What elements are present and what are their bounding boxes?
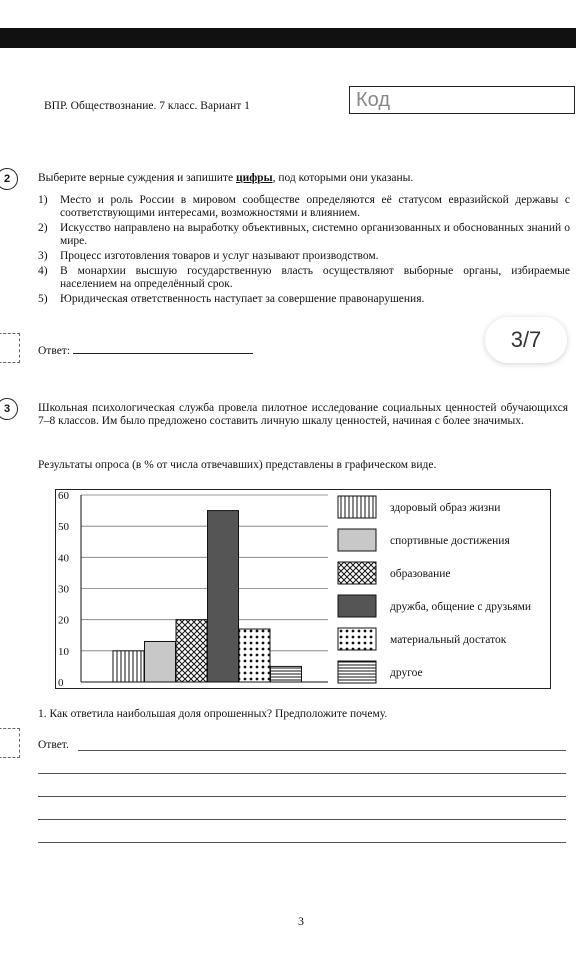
task3-answer: [38, 739, 69, 751]
legend-label-3: образование: [390, 568, 451, 580]
legend-label-2: спортивные достижения: [390, 535, 510, 547]
page-indicator-badge: 3/7: [485, 317, 567, 363]
code-field[interactable]: Код: [349, 86, 575, 114]
claim-item: [38, 250, 570, 263]
bar-chart: [56, 490, 552, 690]
claim-item: [38, 293, 570, 306]
chart-caption: Результаты опроса (в % от числа отвечавших) представлены в графическом виде.: [38, 459, 437, 471]
y-tick-label: 0: [58, 677, 64, 689]
task2-answer: [38, 343, 253, 357]
y-tick-label: 50: [58, 521, 69, 534]
task3-score-box: [0, 728, 20, 758]
chart-frame: [55, 489, 551, 689]
legend-swatch-5: [338, 628, 376, 650]
page-header-title: ВПР. Обществознание. 7 класс. Вариант 1: [44, 100, 250, 112]
legend-swatch-2: [338, 529, 376, 551]
task2-intro-before: Выберите верные суждения и запишите: [38, 172, 236, 184]
task2-intro-after: , под которыми они указаны.: [272, 172, 414, 184]
claim-text: В монархии высшую государственную власть осуществляют выборные органы, избираемые населением на определённый срок.: [60, 265, 570, 290]
legend-swatch-6: [338, 661, 376, 683]
legend-label-5: материальный достаток: [390, 634, 507, 646]
claim-number: 5): [38, 293, 48, 305]
claim-number: 1): [38, 194, 48, 206]
task2-intro: [38, 172, 568, 185]
legend-swatch-4: [338, 595, 376, 617]
claim-text: Процесс изготовления товаров и услуг называют производством.: [60, 250, 379, 262]
bar-3: [176, 620, 207, 682]
legend-swatch-3: [338, 562, 376, 584]
y-tick-label: 60: [58, 490, 69, 502]
answer-line[interactable]: [38, 819, 566, 820]
task2-intro-bold: цифры: [235, 172, 273, 184]
task2-score-box: [0, 333, 20, 363]
claim-number: 2): [38, 222, 48, 234]
legend-label-6: другое: [390, 667, 423, 679]
answer-line[interactable]: [38, 842, 566, 843]
claim-text: Искусство направлено на выработку объективных, системно организованных и обоснованных знаний о мире.: [60, 222, 570, 247]
top-dark-bar: [0, 28, 576, 48]
claim-number: 3): [38, 250, 48, 262]
bar-1: [113, 651, 144, 682]
claim-item: [38, 222, 570, 248]
y-tick-label: 20: [58, 614, 69, 627]
y-tick-label: 40: [58, 552, 69, 565]
legend-swatch-1: [338, 496, 376, 518]
claim-text: Юридическая ответственность наступает за совершение правонарушения.: [60, 293, 425, 305]
task2-answer-label: Ответ:: [38, 345, 71, 357]
y-tick-label: 10: [58, 645, 69, 658]
task3-text: Школьная психологическая служба провела пилотное исследование социальных ценностей обучающихся 7–8 классов. Им было предложено составить личную шкалу ценностей, начиная с более значимых.: [38, 402, 568, 427]
claim-item: [38, 265, 570, 291]
legend-label-4: дружба, общение с друзьями: [390, 601, 532, 613]
task3-answer-label: Ответ.: [38, 739, 69, 751]
answer-line[interactable]: [38, 796, 566, 797]
page-number: 3: [298, 914, 304, 928]
bar-5: [239, 629, 270, 682]
answer-line[interactable]: [38, 773, 566, 774]
task-number-2: 2: [0, 168, 18, 190]
claim-text: Место и роль России в мировом сообществе определяются её статусом евразийской державы с соответствующими интересами, возможностями и влиянием.: [60, 194, 570, 219]
claim-item: [38, 194, 570, 220]
task3-question: 1. Как ответила наибольшая доля опрошенных? Предположите почему.: [38, 708, 388, 720]
bar-2: [145, 641, 176, 682]
claim-number: 4): [38, 265, 48, 277]
bar-4: [208, 511, 239, 682]
bar-6: [271, 666, 302, 682]
y-tick-label: 30: [58, 583, 69, 596]
legend-label-1: здоровый образ жизни: [390, 502, 501, 514]
answer-line[interactable]: [78, 750, 566, 751]
task-number-3: 3: [0, 398, 18, 420]
task2-claims-list: [38, 194, 570, 308]
task2-answer-field[interactable]: [73, 343, 253, 354]
